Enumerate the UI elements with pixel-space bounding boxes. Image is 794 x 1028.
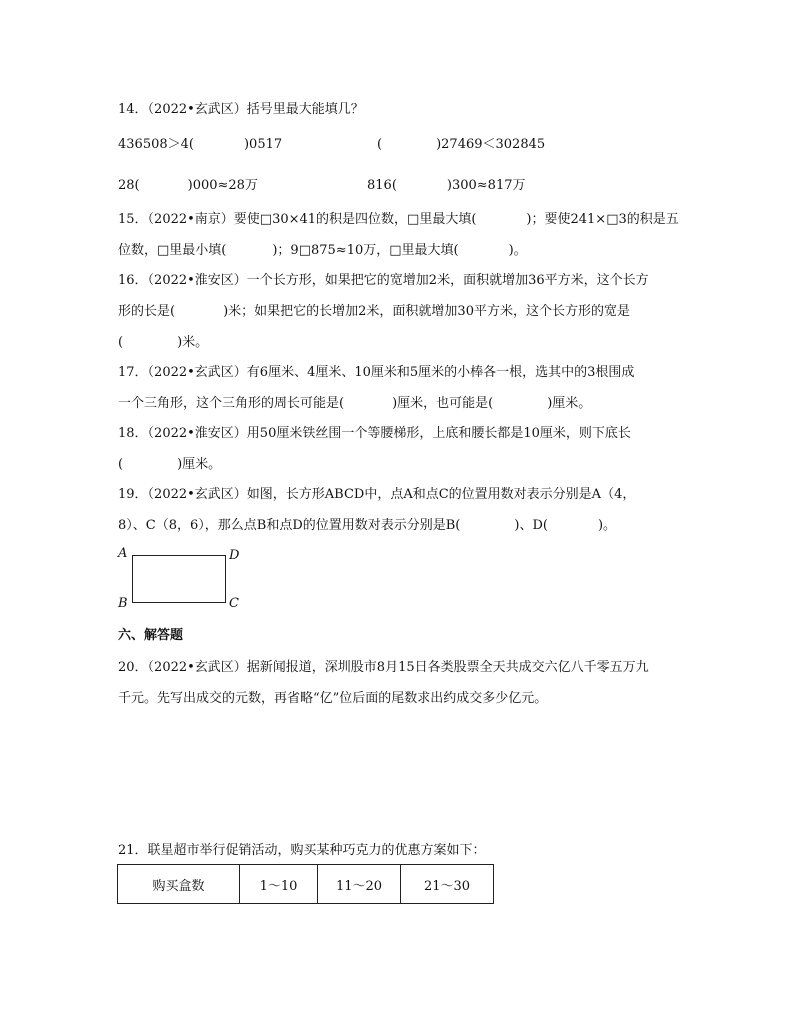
q20-line2: 千元。先写出成交的元数，再省略“亿”位后面的尾数求出约成交多少亿元。 [118,691,548,706]
section-heading: 六、解答题 [118,628,184,643]
q18-line2: ( )厘米。 [118,457,222,472]
q18-line1: 18．（2022•淮安区）用50厘米铁丝围一个等腰梯形，上底和腰长都是10厘米，则下底长 [118,426,631,441]
q19-line1: 19．（2022•玄武区）如图，长方形ABCD中，点A和点C的位置用数对表示分别是A（4， [118,487,636,502]
table-cell-header: 购买盒数 [118,865,240,904]
table-cell: 11～20 [318,865,401,904]
q17-line1: 17．（2022•玄武区）有6厘米、4厘米、10厘米和5厘米的小棒各一根，选其中的3根围成 [118,365,635,380]
rectangle-abcd-figure [116,546,246,612]
q14-item1: 436508＞4( )0517 [118,137,283,152]
q14-item2: ( )27469＜302845 [377,137,546,152]
q19-line2: 8）、C（8，6），那么点B和点D的位置用数对表示分别是B( )、D( )。 [118,518,617,533]
vertex-label-d: D [229,548,240,563]
q14-stem: 14．（2022•玄武区）括号里最大能填几？ [118,102,364,117]
q16-line1: 16．（2022•淮安区）一个长方形，如果把它的宽增加2米，面积就增加36平方米，这个长方 [118,273,649,288]
vertex-label-a: A [118,546,128,561]
table-cell: 1～10 [240,865,318,904]
vertex-label-b: B [118,596,128,611]
q15-line2: 位数，□里最小填( )；9□875≈10万，□里最大填( )。 [118,243,527,258]
rectangle-abcd [132,555,226,603]
q16-line3: ( )米。 [118,335,209,350]
q14-item3: 28( )000≈28万 [118,178,258,193]
q20-line1: 20．（2022•玄武区）据新闻报道，深圳股市8月15日各类股票全天共成交六亿八千零五万九 [118,660,649,675]
promo-table [117,864,494,904]
table-cell: 21～30 [401,865,494,904]
vertex-label-c: C [229,596,239,611]
table-row [118,865,494,904]
q14-item4: 816( )300≈817万 [367,178,526,193]
q17-line2: 一个三角形，这个三角形的周长可能是( )厘米，也可能是( )厘米。 [118,396,592,411]
q21-stem: 21．联星超市举行促销活动，购买某种巧克力的优惠方案如下： [118,843,486,858]
q16-line2: 形的长是( )米；如果把它的长增加2米，面积就增加30平方米，这个长方形的宽是 [118,304,630,319]
q15-line1: 15．（2022•南京）要使□30×41的积是四位数，□里最大填( )；要使241×□3的积是五 [118,212,679,227]
